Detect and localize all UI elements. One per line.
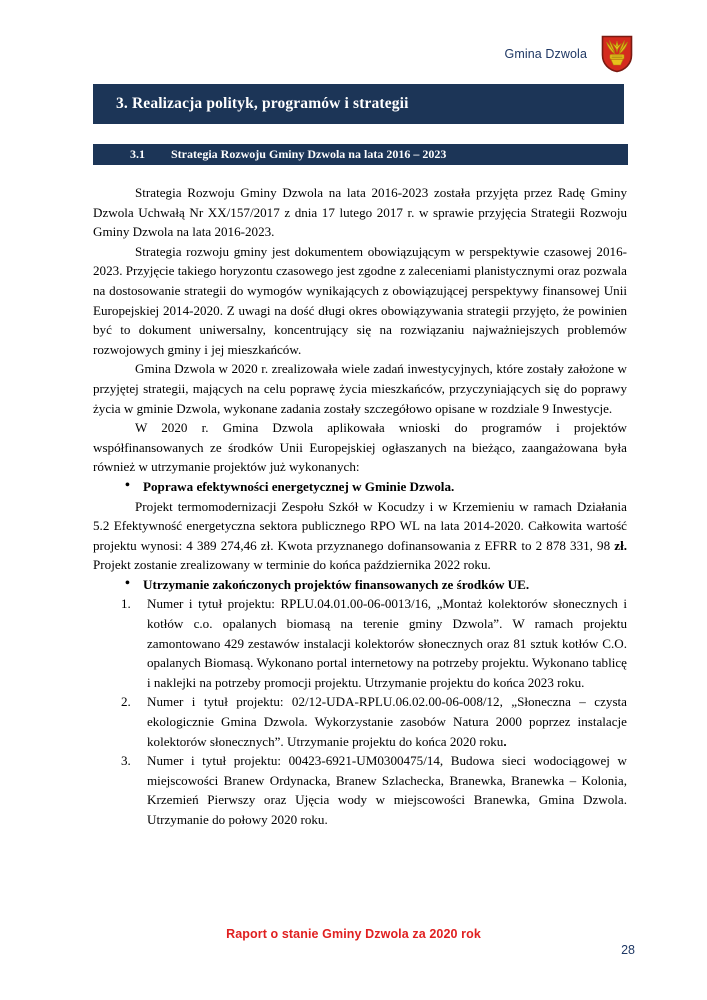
list-item-text: Numer i tytuł projektu: RPLU.04.01.00-06-0013/16, „Montaż kolektorów słonecznych i kotłów c.o. opalanych biomasą na terenie gminy Dzwola”. W ramach projektu zamontowano 429 zestawów instalacji kolektorów słonecznych oraz 81 sztuk kotłów C.O. opalanych Biomasą. Wykonano portal internetowy na potrzeby projektu. Wykonano tablicę i naklejki na potrzeby promocji projektu. Utrzymanie projektu do końca 2023 roku. — [147, 596, 627, 690]
section-heading-banner — [93, 144, 628, 165]
list-item — [121, 692, 627, 751]
list-item-text: Numer i tytuł projektu: 00423-6921-UM0300475/14, Budowa sieci wodociągowej w miejscowości Branew Ordynacka, Branew Szlachecka, Branewka, Branewka – Kolonia, Krzemień Pierwszy oraz Ujęcia wody w miejscowości Branewka, Gmina Dzwola. Utrzymanie do połowy 2020 roku. — [147, 753, 627, 827]
paragraph-tail: Projekt zostanie zrealizowany w terminie do końca października 2022 roku. — [93, 557, 491, 573]
footer-note: Raport o stanie Gminy Dzwola za 2020 rok — [226, 927, 481, 941]
bullet-list-2 — [93, 575, 627, 595]
bullet-label: Utrzymanie zakończonych projektów finansowanych ze środków UE. — [143, 576, 530, 592]
list-item — [121, 594, 627, 692]
page-number: 28 — [621, 943, 635, 957]
section-number: 3.1 — [130, 147, 145, 161]
chapter-title: 3. Realizacja polityk, programów i strategii — [116, 95, 409, 112]
list-item — [125, 477, 627, 497]
bullet-list-1 — [93, 477, 627, 497]
paragraph: W 2020 r. Gmina Dzwola aplikowała wnioski do programów i projektów współfinansowanych ze środków Unii Europejskiej ogłaszanych na bieżąco, zaangażowana była również w utrzymanie projektów już wykonanych: — [93, 420, 627, 475]
paragraph-bold-fragment: zł. — [614, 537, 627, 553]
document-header — [0, 28, 707, 80]
list-item-text: Numer i tytuł projektu: 02/12-UDA-RPLU.06.02.00-06-008/12, „Słoneczna – czysta ekologicznie Gmina Dzwola. Wykorzystanie zasobów Natura 2000 poprzez instalacje kolektorów słonecznych”. Utrzymanie projektu do końca 2020 roku — [147, 694, 627, 749]
list-item — [125, 575, 627, 595]
header-title: Gmina Dzwola — [504, 47, 587, 61]
bullet-label: Poprawa efektywności energetycznej w Gminie Dzwola. — [143, 478, 455, 494]
chapter-heading-banner — [93, 84, 624, 124]
document-body — [93, 183, 627, 830]
section-title: Strategia Rozwoju Gminy Dzwola na lata 2016 – 2023 — [171, 147, 447, 161]
paragraph: Strategia rozwoju gminy jest dokumentem obowiązującym w perspektywie czasowej 2016-2023. Przyjęcie takiego horyzontu czasowego jest zgodne z zaleceniami planistycznymi oraz pozwala na dostosowanie strategii do wymogów wynikających z obowiązującej perspektywy finansowej Unii Europejskiej 2014-2020. Z uwagi na dość długi okres obowiązywania strategii przyjęto, że powinien być to dokument uniwersalny, koncentrujący się na rozwiązaniu najważniejszych problemów rozwojowych gminy i jej mieszkańców. — [93, 243, 627, 357]
paragraph: Gmina Dzwola w 2020 r. zrealizowała wiele zadań inwestycyjnych, które zostały założone w przyjętej strategii, mających na celu poprawę życia mieszkańców, przyczyniających się do poprawy życia w gminie Dzwola, wykonane zadania zostały szczegółowo opisane w rozdziale 9 Inwestycje. — [93, 361, 627, 416]
paragraph: Strategia Rozwoju Gminy Dzwola na lata 2016-2023 została przyjęta przez Radę Gminy Dzwola Uchwałą Nr XX/157/2017 z dnia 17 lutego 2017 r. w sprawie przyjęcia Strategii Rozwoju Gminy Dzwola na lata 2016-2023. — [93, 185, 627, 240]
numbered-list — [93, 594, 627, 829]
list-item — [121, 751, 627, 829]
paragraph-head: Projekt termomodernizacji Zespołu Szkół w Kocudzy i w Krzemieniu w ramach Działania 5.2 Efektywność energetyczna sektora publicznego RPO WL na lata 2014-2020. Całkowita wartość projektu wynosi: 4 389 274,46 zł. Kwota przyznanego dofinansowania z EFRR to 2 878 331, 98 — [93, 498, 627, 553]
coat-of-arms-icon — [601, 35, 633, 73]
list-item-bold-tail: . — [503, 733, 507, 749]
paragraph — [93, 497, 627, 575]
